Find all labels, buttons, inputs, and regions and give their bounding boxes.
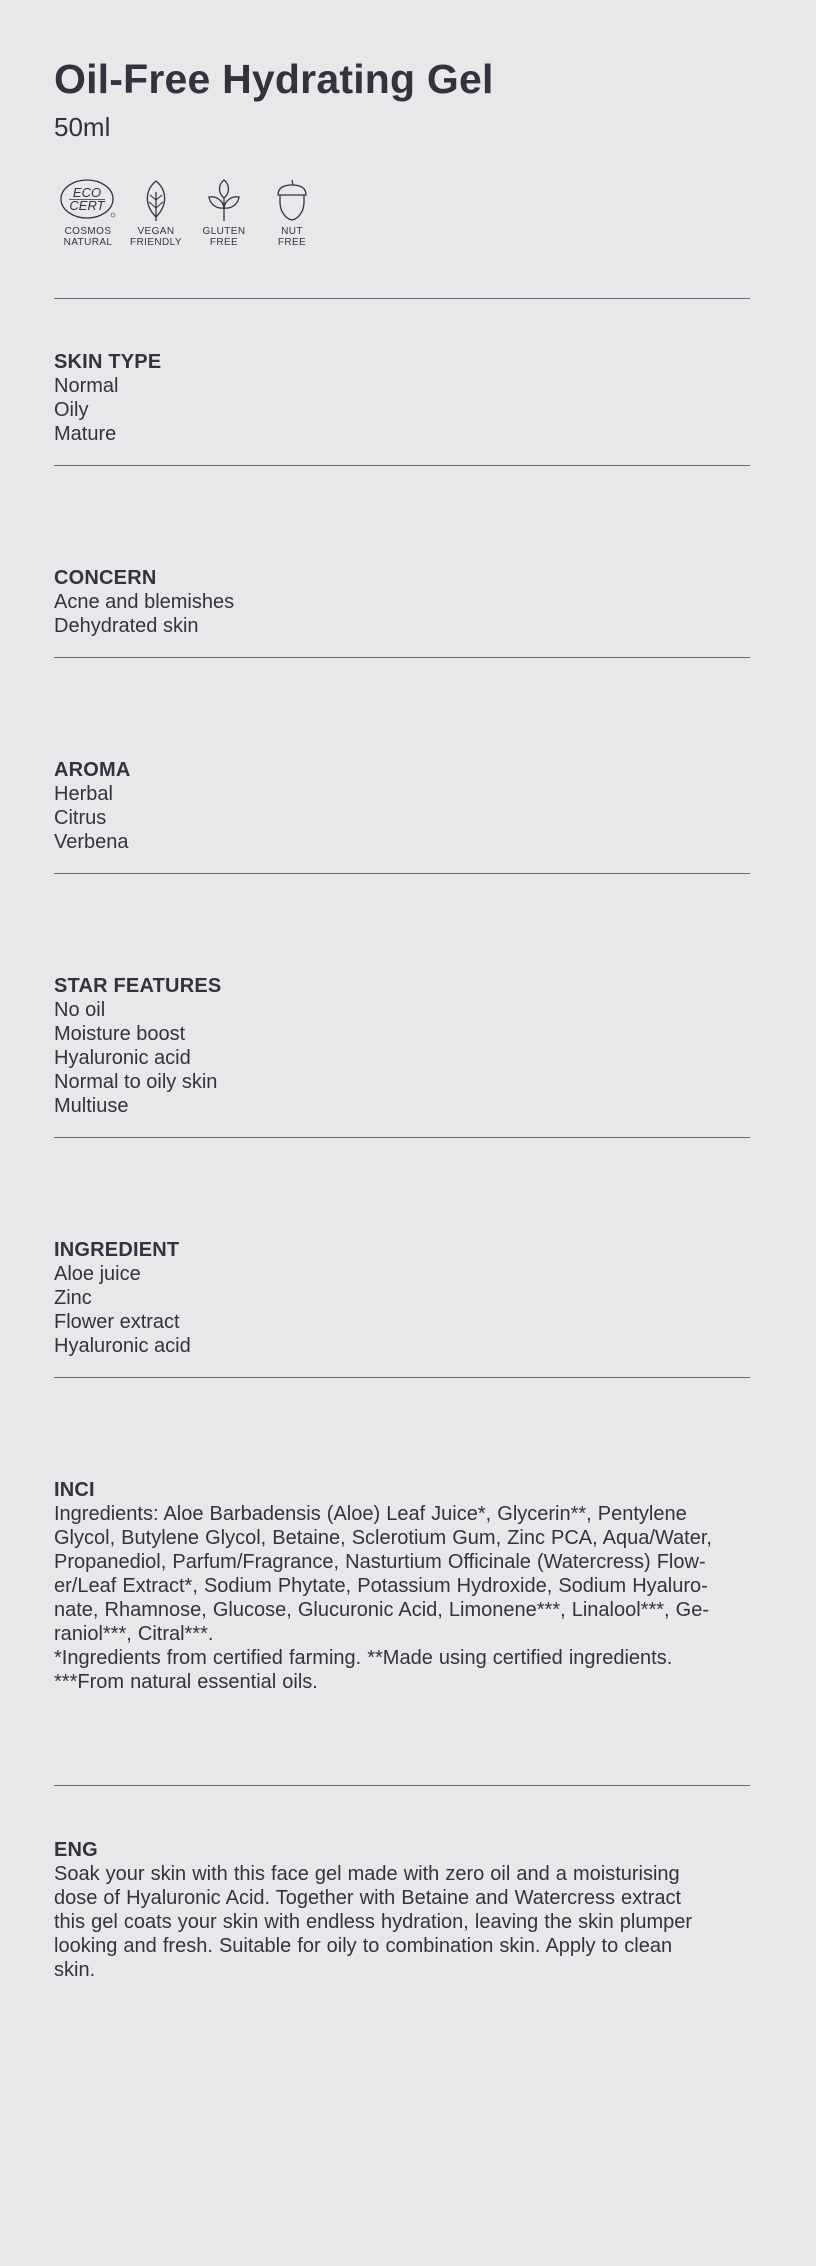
list-item: Zinc	[54, 1287, 92, 1309]
description-line: skin.	[54, 1959, 96, 1981]
divider	[54, 1377, 750, 1378]
divider	[54, 298, 750, 299]
list-item: Flower extract	[54, 1311, 180, 1333]
description-line: Soak your skin with this face gel made with zero oil and a moisturising	[54, 1863, 680, 1885]
inci-line: raniol***, Citral***.	[54, 1623, 214, 1645]
leaf-icon	[136, 178, 176, 222]
list-item: Moisture boost	[54, 1023, 186, 1045]
badge-label: GLUTEN FREE	[202, 226, 246, 248]
section-title: INGREDIENT	[54, 1239, 180, 1261]
badge-vegan-friendly	[122, 178, 190, 248]
section-inci	[54, 1478, 750, 1694]
list-item: Hyaluronic acid	[54, 1047, 191, 1069]
product-title: Oil-Free Hydrating Gel	[54, 56, 494, 102]
divider	[54, 1785, 750, 1786]
inci-line: Ingredients: Aloe Barbadensis (Aloe) Leaf Juice*, Glycerin**, Pentylene	[54, 1503, 687, 1525]
list-item: Verbena	[54, 831, 129, 853]
acorn-icon	[272, 178, 312, 222]
section-title: SKIN TYPE	[54, 351, 162, 373]
badge-label: NUT FREE	[277, 226, 307, 248]
section-eng	[54, 1838, 750, 1982]
section-ingredient	[54, 1238, 750, 1358]
divider	[54, 465, 750, 466]
product-size: 50ml	[54, 112, 111, 142]
section-title: INCI	[54, 1479, 95, 1501]
wheat-icon	[204, 178, 244, 222]
list-item: Acne and blemishes	[54, 591, 235, 613]
section-concern	[54, 566, 750, 638]
section-title: ENG	[54, 1839, 98, 1861]
list-item: Oily	[54, 399, 89, 421]
inci-footnote: *Ingredients from certified farming. **Made using certified ingredients.	[54, 1647, 673, 1669]
section-title: AROMA	[54, 759, 131, 781]
section-star-features	[54, 974, 750, 1118]
section-skin-type	[54, 350, 750, 446]
badge-label: VEGAN FRIENDLY	[130, 226, 182, 248]
list-item: Herbal	[54, 783, 113, 805]
badge-label: COSMOS NATURAL	[63, 226, 113, 248]
inci-line: Propanediol, Parfum/Fragrance, Nasturtium Officinale (Watercress) Flow-	[54, 1551, 706, 1573]
inci-footnote: ***From natural essential oils.	[54, 1671, 318, 1693]
list-item: Normal to oily skin	[54, 1071, 218, 1093]
list-item: Hyaluronic acid	[54, 1335, 191, 1357]
divider	[54, 657, 750, 658]
badge-cosmos-natural	[54, 178, 122, 248]
list-item: No oil	[54, 999, 106, 1021]
certification-badges	[54, 178, 326, 248]
section-title: STAR FEATURES	[54, 975, 222, 997]
list-item: Citrus	[54, 807, 107, 829]
list-item: Dehydrated skin	[54, 615, 199, 637]
badge-nut-free	[258, 178, 326, 248]
list-item: Aloe juice	[54, 1263, 141, 1285]
description-line: this gel coats your skin with endless hydration, leaving the skin plumper	[54, 1911, 693, 1933]
ecocert-logo-text-cert: CERT	[69, 198, 105, 213]
badge-gluten-free	[190, 178, 258, 248]
list-item: Mature	[54, 423, 117, 445]
divider	[54, 873, 750, 874]
inci-line: nate, Rhamnose, Glucose, Glucuronic Acid, Limonene***, Linalool***, Ge-	[54, 1599, 709, 1621]
section-aroma	[54, 758, 750, 854]
list-item: Normal	[54, 375, 119, 397]
description-line: dose of Hyaluronic Acid. Together with Betaine and Watercress extract	[54, 1887, 682, 1909]
section-title: CONCERN	[54, 567, 157, 589]
inci-line: er/Leaf Extract*, Sodium Phytate, Potassium Hydroxide, Sodium Hyaluro-	[54, 1575, 708, 1597]
description-line: looking and fresh. Suitable for oily to combination skin. Apply to clean	[54, 1935, 673, 1957]
ecocert-logo-text-eco: ECO	[72, 185, 102, 200]
divider	[54, 1137, 750, 1138]
ecocert-logo-icon	[59, 178, 117, 222]
list-item: Multiuse	[54, 1095, 129, 1117]
inci-line: Glycol, Butylene Glycol, Betaine, Sclerotium Gum, Zinc PCA, Aqua/Water,	[54, 1527, 712, 1549]
